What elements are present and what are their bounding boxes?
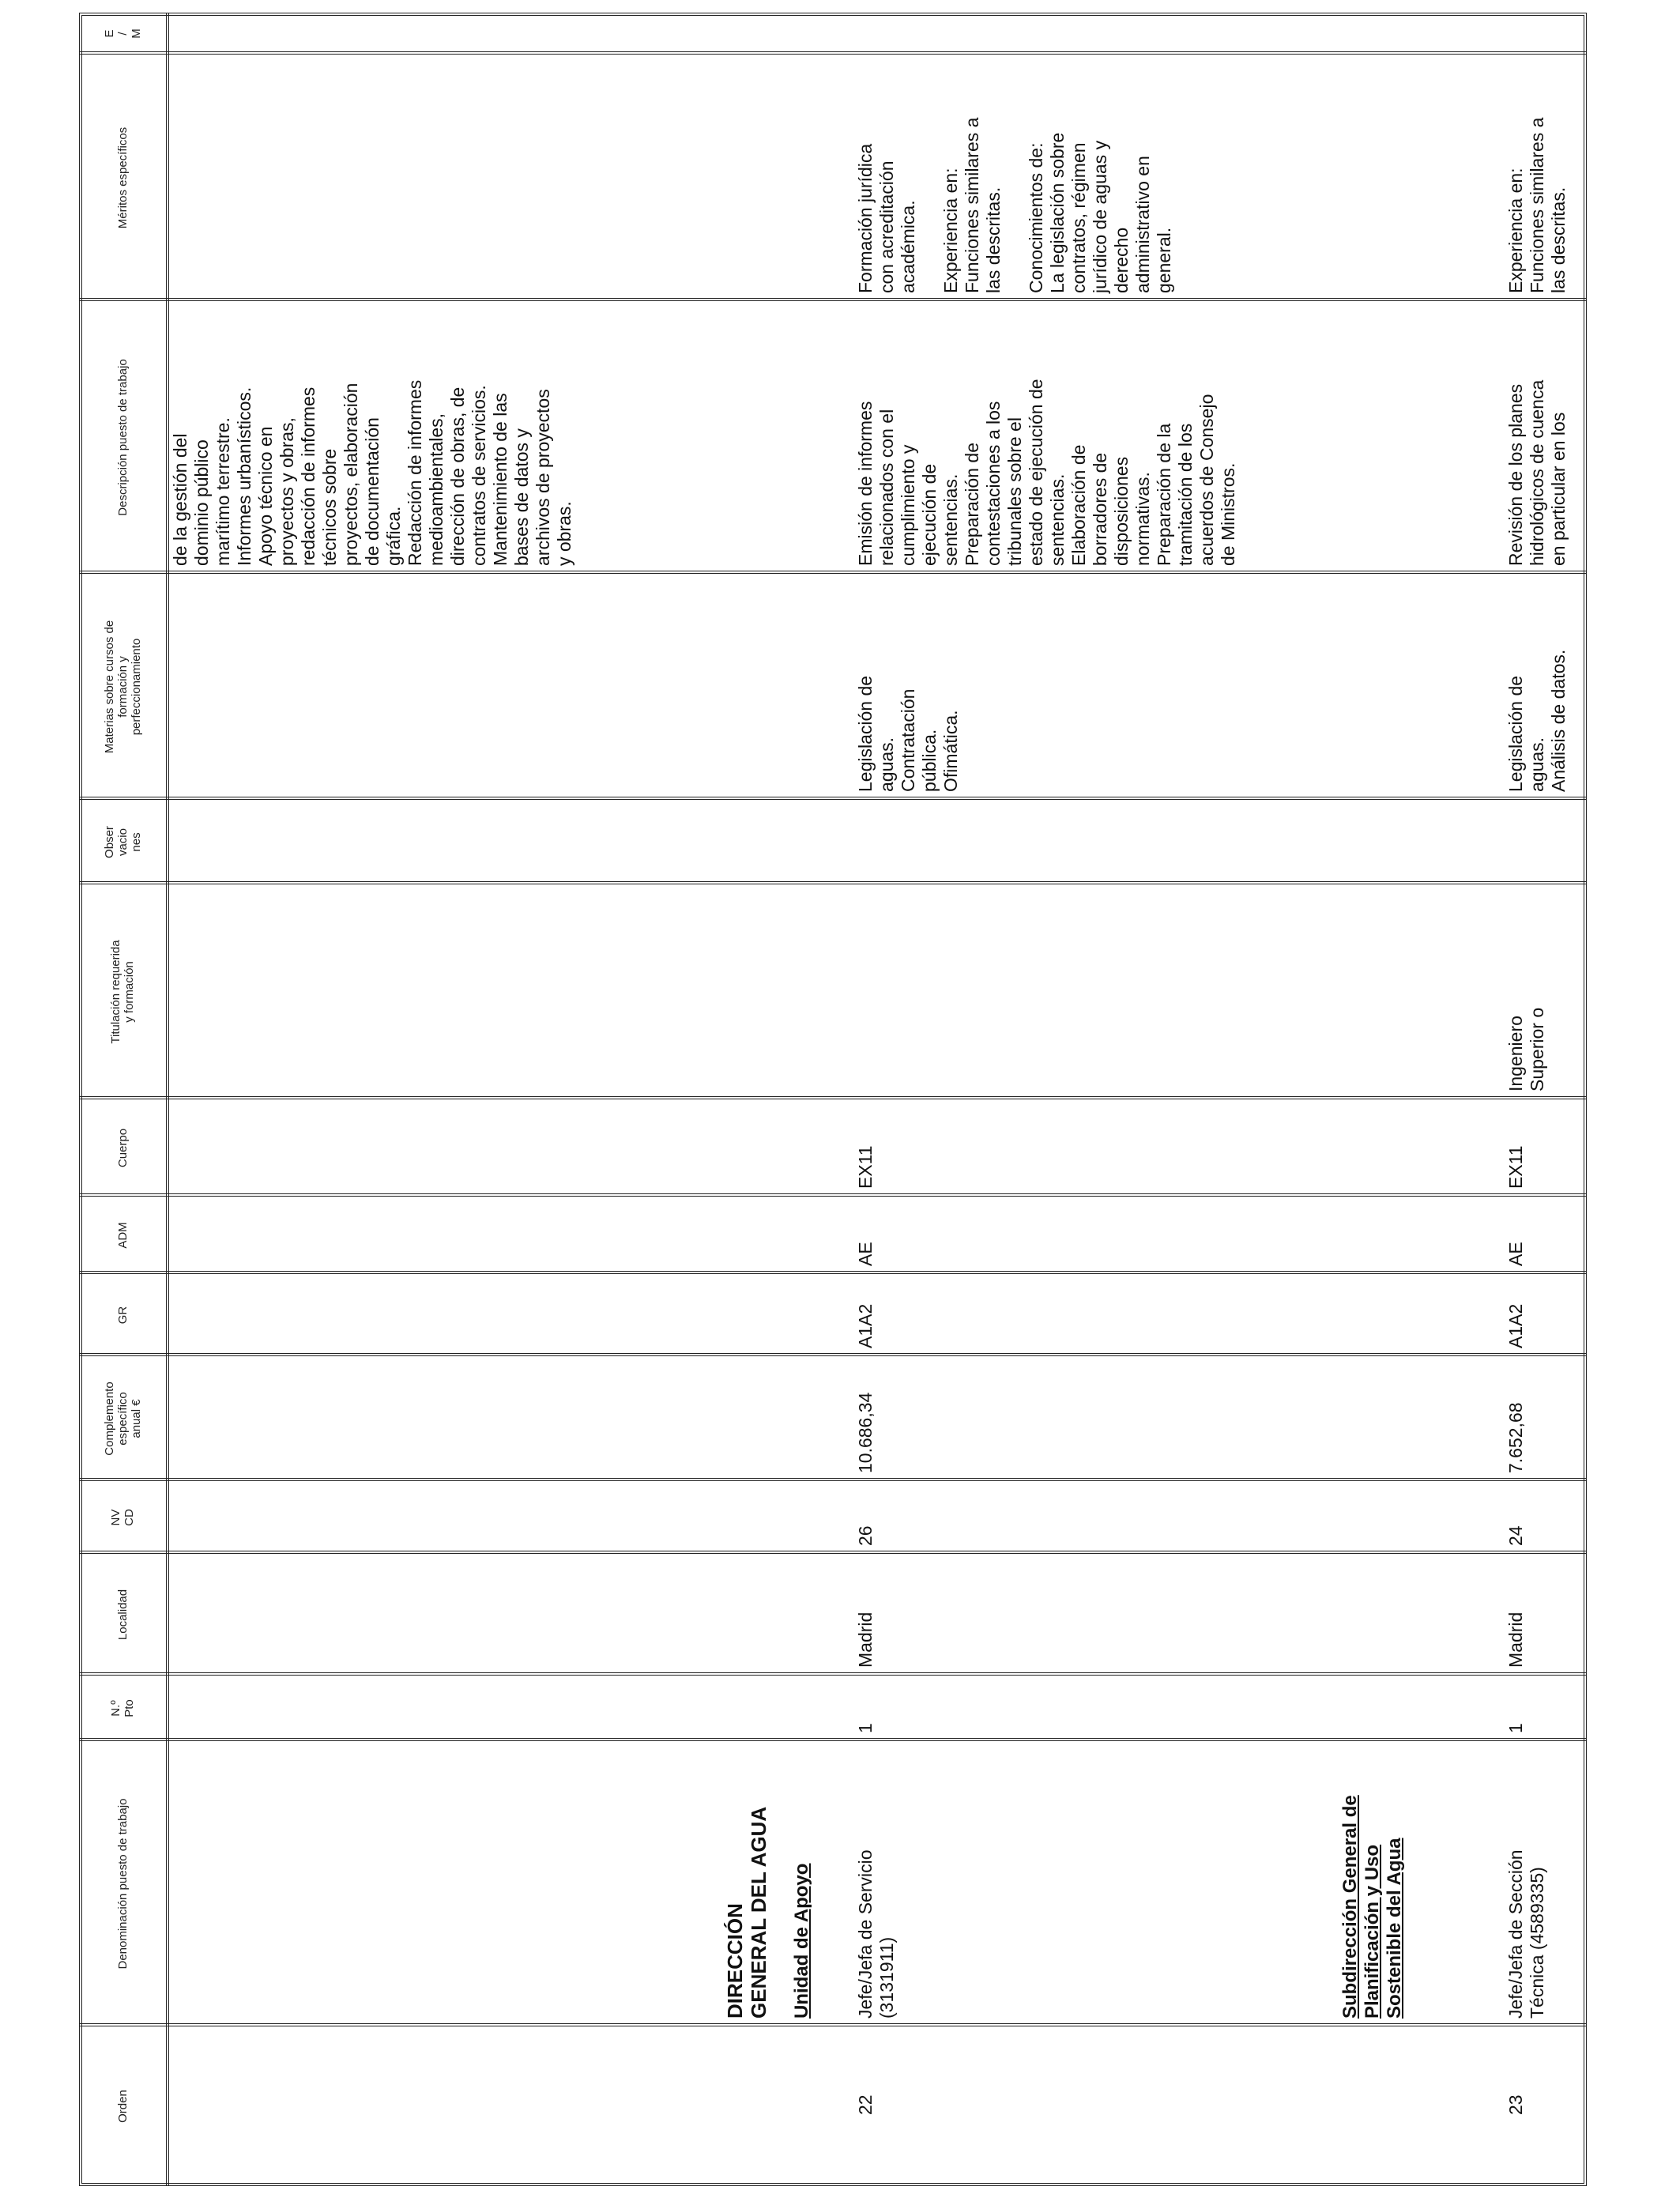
text-line: pública. <box>919 729 940 792</box>
header-complemento-line: anual € <box>129 1399 143 1438</box>
header-em-line: / <box>115 32 130 36</box>
text-line: de la gestión del <box>170 433 190 566</box>
header-npto-line: Pto <box>122 1699 136 1717</box>
header-titulacion-line: Titulación requerida <box>109 940 122 1044</box>
row-23-titulacion <box>1505 1008 1548 1091</box>
header-descripcion: Descripción puesto de trabajo <box>115 359 130 516</box>
section-unidad-apoyo: Unidad de Apoyo <box>791 1863 812 2019</box>
column-divider <box>79 797 1587 800</box>
header-complemento <box>79 1356 166 1481</box>
text-line: Formación jurídica <box>855 143 876 293</box>
text-line: Funciones similares a <box>962 117 982 293</box>
row-23-adm: AE <box>1505 1242 1526 1266</box>
column-divider <box>79 1478 1587 1481</box>
text-line: gráfica. <box>383 506 404 566</box>
blank-line <box>1004 118 1026 293</box>
text-line: borradores de <box>1090 452 1110 566</box>
header-npto <box>79 1676 166 1741</box>
row-22-gr: A1A2 <box>855 1303 876 1348</box>
header-materias <box>79 574 166 800</box>
row-23-denominacion <box>1505 1849 1548 2019</box>
text-line: aguas. <box>1527 737 1547 792</box>
text-line: las descritas. <box>1548 187 1569 293</box>
header-nvcd-line: NV <box>109 1509 122 1526</box>
column-divider <box>79 1672 1587 1676</box>
text-line: marítimo terrestre. <box>213 417 233 566</box>
section-line: GENERAL DEL AGUA <box>747 1806 770 2019</box>
text-line: tramitación de los <box>1175 423 1196 566</box>
text-line: ejecución de <box>919 463 940 566</box>
header-complemento-line: Complemento <box>102 1382 116 1456</box>
text-line: Técnica (4589335) <box>1527 1867 1547 2019</box>
text-line: Contratación <box>898 688 918 792</box>
header-gr: GR <box>115 1306 130 1325</box>
header-cuerpo: Cuerpo <box>115 1128 130 1168</box>
text-line: técnicos sobre <box>319 448 340 566</box>
text-line: Análisis de datos. <box>1548 649 1569 792</box>
text-line: Apoyo técnico en <box>255 426 276 566</box>
row-23-gr: A1A2 <box>1505 1303 1526 1348</box>
column-divider <box>79 571 1587 574</box>
text-line: jurídico de aguas y <box>1090 140 1110 293</box>
header-materias-line: formación y <box>115 656 130 718</box>
header-em <box>79 13 166 55</box>
row-22-localidad: Madrid <box>855 1612 876 1668</box>
row-23-orden: 23 <box>1505 2094 1526 2115</box>
text-line: proyectos y obras, <box>277 417 297 566</box>
header-materias-line: Materias sobre cursos de <box>102 620 116 754</box>
column-divider <box>79 881 1587 884</box>
text-line: relacionados con el <box>876 409 897 566</box>
text-line: con acreditación <box>876 160 897 293</box>
header-observaciones-line: vacio <box>115 828 130 857</box>
header-localidad: Localidad <box>115 1589 130 1641</box>
header-em-line: M <box>129 28 143 39</box>
row-23-materias <box>1505 650 1569 792</box>
header-denominacion: Denominación puesto de trabajo <box>115 1798 130 1970</box>
text-line: normativas. <box>1132 472 1153 566</box>
text-line: Ingeniero <box>1505 1016 1526 1091</box>
text-line: La legislación sobre <box>1047 132 1068 293</box>
text-line: contratos de servicios. <box>469 385 489 566</box>
header-adm: ADM <box>115 1222 130 1249</box>
descripcion-continuation <box>170 380 575 566</box>
header-materias-line: perfeccionamiento <box>129 638 143 736</box>
text-line: Jefe/Jefa de Servicio <box>855 1849 876 2019</box>
header-observaciones-line: nes <box>129 832 143 852</box>
section-line: Planificación y Uso <box>1362 1844 1383 2019</box>
row-23-cuerpo: EX11 <box>1505 1145 1526 1189</box>
text-line: Funciones similares a <box>1527 117 1547 293</box>
header-complemento-line: específico <box>115 1392 130 1446</box>
column-divider <box>79 1551 1587 1554</box>
text-line: redacción de informes <box>298 386 318 566</box>
section-line: Subdirección General de <box>1339 1795 1361 2019</box>
text-line: en particular en los <box>1548 412 1569 566</box>
row-22-meritos <box>855 118 1175 293</box>
text-line: bases de datos y <box>511 428 532 566</box>
header-orden: Orden <box>115 2090 130 2123</box>
column-divider <box>79 51 1587 55</box>
header-separator <box>166 13 169 2186</box>
text-line: Jefe/Jefa de Sección <box>1505 1849 1526 2019</box>
text-line: general. <box>1154 227 1174 293</box>
text-line: Emisión de informes <box>855 401 876 566</box>
text-line: Experiencia en: <box>1505 168 1526 293</box>
row-22-cuerpo: EX11 <box>855 1145 876 1189</box>
section-direccion-general <box>723 1807 770 2019</box>
row-22-descripcion <box>855 379 1239 566</box>
text-line: disposiciones <box>1111 456 1132 566</box>
row-22-orden: 22 <box>855 2094 876 2115</box>
section-line: Sostenible del Agua <box>1384 1838 1405 2019</box>
column-divider <box>79 1193 1587 1197</box>
row-23-complemento: 7.652,68 <box>1505 1402 1526 1473</box>
text-line: de Ministros. <box>1218 462 1238 566</box>
header-titulacion <box>79 884 166 1099</box>
text-line: dirección de obras, de <box>447 386 468 566</box>
header-nvcd <box>79 1481 166 1554</box>
text-line: hidrológicos de cuenca <box>1527 379 1547 566</box>
header-observaciones <box>79 800 166 884</box>
text-line: contratos, régimen <box>1068 142 1089 293</box>
header-observaciones-line: Obser <box>102 826 116 858</box>
text-line: Mantenimiento de las <box>490 393 510 566</box>
header-em-line: E <box>102 29 116 38</box>
column-divider <box>79 1353 1587 1356</box>
text-line: estado de ejecución de <box>1026 379 1046 566</box>
column-divider <box>79 1096 1587 1099</box>
row-22-npto: 1 <box>855 1723 876 1733</box>
section-subdireccion <box>1339 1795 1406 2019</box>
text-line: tribunales sobre el <box>1004 417 1025 566</box>
text-line: Revisión de los planes <box>1505 383 1526 566</box>
text-line: administrativo en <box>1132 156 1153 293</box>
text-line: sentencias. <box>940 473 961 566</box>
text-line: Legislación de <box>855 675 876 792</box>
text-line: dominio público <box>191 439 212 566</box>
header-meritos: Méritos específicos <box>115 126 130 229</box>
text-line: contestaciones a los <box>983 401 1004 566</box>
blank-line <box>919 118 940 293</box>
column-divider <box>79 2023 1587 2026</box>
row-23-descripcion <box>1505 380 1569 566</box>
text-line: Redacción de informes <box>405 379 425 566</box>
header-titulacion-line: y formación <box>122 961 136 1023</box>
column-divider <box>79 298 1587 301</box>
text-line: medioambientales, <box>426 413 446 566</box>
row-23-meritos <box>1505 118 1569 293</box>
text-line: las descritas. <box>983 187 1004 293</box>
text-line: archivos de proyectos <box>533 389 553 566</box>
header-npto-line: N.º <box>109 1700 122 1717</box>
text-line: aguas. <box>876 737 897 792</box>
row-22-adm: AE <box>855 1242 876 1266</box>
text-line: sentencias. <box>1047 473 1068 566</box>
text-line: Informes urbanísticos. <box>234 386 254 566</box>
row-22-complemento: 10.686,34 <box>855 1392 876 1473</box>
row-23-nvcd: 24 <box>1505 1525 1526 1546</box>
text-line: académica. <box>898 200 918 293</box>
text-line: (3131911) <box>876 1936 897 2019</box>
section-line: DIRECCIÓN <box>723 1903 747 2019</box>
text-line: Preparación de <box>962 443 982 566</box>
row-23-localidad: Madrid <box>1505 1612 1526 1668</box>
row-22-nvcd: 26 <box>855 1525 876 1546</box>
text-line: derecho <box>1111 227 1132 293</box>
row-22-materias <box>855 676 962 792</box>
text-line: proyectos, elaboración <box>341 383 361 566</box>
text-line: Experiencia en: <box>940 168 961 293</box>
text-line: y obras. <box>554 501 574 566</box>
row-22-denominacion <box>855 1849 898 2019</box>
text-line: Superior o <box>1527 1007 1547 1091</box>
text-line: cumplimiento y <box>898 444 918 566</box>
text-line: Legislación de <box>1505 675 1526 792</box>
text-line: Elaboración de <box>1068 444 1089 566</box>
text-line: acuerdos de Consejo <box>1196 394 1217 566</box>
text-line: de documentación <box>362 417 382 566</box>
text-line: Preparación de la <box>1154 423 1174 566</box>
header-nvcd-line: CD <box>122 1509 136 1526</box>
column-divider <box>79 1738 1587 1741</box>
text-line: Ofimática. <box>940 710 961 792</box>
text-line: Conocimientos de: <box>1026 142 1046 293</box>
column-divider <box>79 1271 1587 1274</box>
row-23-npto: 1 <box>1505 1723 1526 1733</box>
